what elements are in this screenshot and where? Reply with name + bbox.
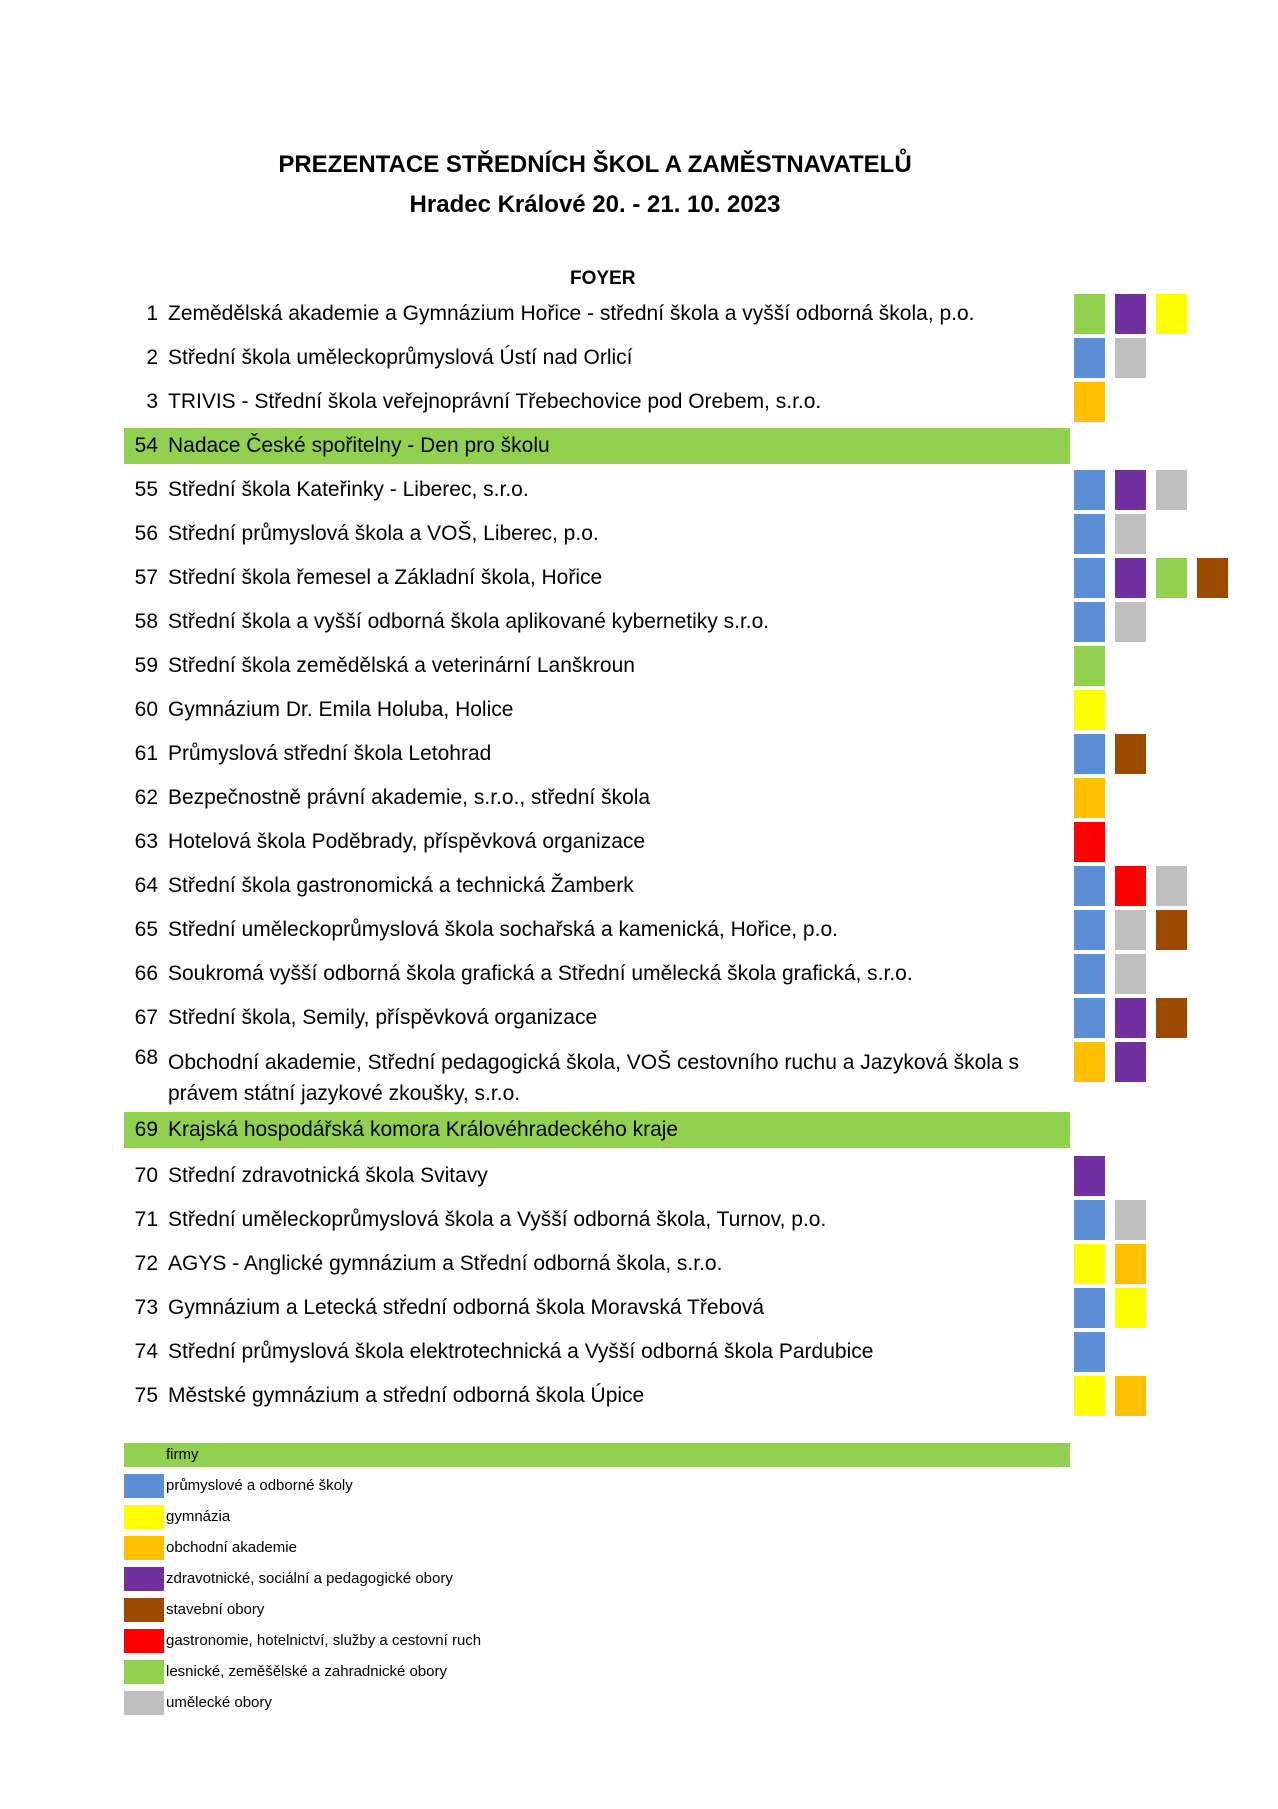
category-marker-prum bbox=[1074, 514, 1105, 554]
category-marker-umel bbox=[1156, 866, 1187, 906]
row-name: TRIVIS - Střední škola veřejnoprávní Třebechovice pod Orebem, s.r.o. bbox=[168, 390, 822, 413]
legend-label-firms: firmy bbox=[166, 1446, 199, 1463]
category-marker-lesn bbox=[1074, 294, 1105, 334]
row-name: Střední škola, Semily, příspěvková organizace bbox=[168, 1006, 598, 1029]
school-row bbox=[124, 514, 1070, 554]
row-name: Průmyslová střední škola Letohrad bbox=[168, 742, 492, 765]
row-name: Střední škola gastronomická a technická Žamberk bbox=[168, 874, 634, 897]
legend-label: gastronomie, hotelnictví, služby a cestovní ruch bbox=[166, 1632, 482, 1649]
row-number: 64 bbox=[134, 874, 158, 897]
category-marker-obch bbox=[1115, 1244, 1146, 1284]
legend-item-umel bbox=[124, 1691, 684, 1715]
row-name: Krajská hospodářská komora Královéhradeckého kraje bbox=[168, 1118, 679, 1141]
row-name: Střední škola řemesel a Základní škola, Hořice bbox=[168, 566, 603, 589]
school-row bbox=[124, 822, 1070, 862]
school-row bbox=[124, 646, 1070, 686]
legend-swatch bbox=[124, 1536, 164, 1560]
category-marker-obch bbox=[1115, 1376, 1146, 1416]
school-row bbox=[124, 910, 1070, 950]
row-number: 3 bbox=[146, 390, 158, 413]
row-name: Střední průmyslová škola elektrotechnická a Vyšší odborná škola Pardubice bbox=[168, 1340, 874, 1363]
legend-swatch bbox=[124, 1660, 164, 1684]
school-row bbox=[124, 998, 1070, 1038]
category-marker-prum bbox=[1074, 910, 1105, 950]
category-marker-gym bbox=[1156, 294, 1187, 334]
row-number: 69 bbox=[134, 1118, 158, 1141]
row-number: 68 bbox=[134, 1046, 158, 1069]
category-marker-stav bbox=[1156, 998, 1187, 1038]
school-row bbox=[124, 470, 1070, 510]
row-name: Střední škola uměleckoprůmyslová Ústí nad Orlicí bbox=[168, 346, 633, 369]
legend-swatch bbox=[124, 1567, 164, 1591]
legend-swatch bbox=[124, 1474, 164, 1498]
firm-row bbox=[124, 1112, 1070, 1148]
row-number: 56 bbox=[134, 522, 158, 545]
school-row bbox=[124, 954, 1070, 994]
row-name: Střední zdravotnická škola Svitavy bbox=[168, 1164, 488, 1187]
row-number: 54 bbox=[134, 434, 158, 457]
legend-swatch bbox=[124, 1691, 164, 1715]
category-marker-umel bbox=[1115, 910, 1146, 950]
legend-swatch bbox=[124, 1629, 164, 1653]
category-marker-gym bbox=[1074, 1376, 1105, 1416]
school-row bbox=[124, 558, 1070, 598]
school-row bbox=[124, 294, 1070, 334]
category-marker-umel bbox=[1115, 338, 1146, 378]
legend-item-obch bbox=[124, 1536, 684, 1560]
legend-item-stav bbox=[124, 1598, 684, 1622]
row-number: 74 bbox=[134, 1340, 158, 1363]
category-marker-stav bbox=[1197, 558, 1228, 598]
category-marker-gym bbox=[1115, 1288, 1146, 1328]
category-marker-prum bbox=[1074, 734, 1105, 774]
legend-label: umělecké obory bbox=[166, 1694, 272, 1711]
row-number: 73 bbox=[134, 1296, 158, 1319]
school-row bbox=[124, 602, 1070, 642]
row-name: Střední škola a vyšší odborná škola aplikované kybernetiky s.r.o. bbox=[168, 610, 770, 633]
legend-item-zdrav bbox=[124, 1567, 684, 1591]
category-marker-zdrav bbox=[1115, 294, 1146, 334]
category-marker-prum bbox=[1074, 866, 1105, 906]
category-marker-zdrav bbox=[1115, 998, 1146, 1038]
school-row bbox=[124, 778, 1070, 818]
row-name: Střední škola Kateřinky - Liberec, s.r.o. bbox=[168, 478, 529, 501]
row-number: 58 bbox=[134, 610, 158, 633]
category-marker-obch bbox=[1074, 382, 1105, 422]
row-name: Zemědělská akademie a Gymnázium Hořice - střední škola a vyšší odborná škola, p.o. bbox=[168, 302, 975, 325]
firm-row bbox=[124, 428, 1070, 464]
row-name: Bezpečnostně právní akademie, s.r.o., střední škola bbox=[168, 786, 651, 809]
category-marker-lesn bbox=[1156, 558, 1187, 598]
category-marker-umel bbox=[1115, 954, 1146, 994]
category-marker-prum bbox=[1074, 558, 1105, 598]
row-number: 63 bbox=[134, 830, 158, 853]
category-marker-prum bbox=[1074, 1288, 1105, 1328]
row-name: Střední uměleckoprůmyslová škola a Vyšší odborná škola, Turnov, p.o. bbox=[168, 1208, 827, 1231]
category-marker-prum bbox=[1074, 954, 1105, 994]
row-name: Střední uměleckoprůmyslová škola sochařská a kamenická, Hořice, p.o. bbox=[168, 918, 838, 941]
category-marker-prum bbox=[1074, 1200, 1105, 1240]
category-marker-umel bbox=[1156, 470, 1187, 510]
school-row bbox=[124, 1244, 1070, 1284]
legend-swatch bbox=[124, 1598, 164, 1622]
row-name: Soukromá vyšší odborná škola grafická a Střední umělecká škola grafická, s.r.o. bbox=[168, 962, 913, 985]
legend-label: gymnázia bbox=[166, 1508, 231, 1525]
row-name: Městské gymnázium a střední odborná škola Úpice bbox=[168, 1384, 645, 1407]
category-marker-lesn bbox=[1074, 646, 1105, 686]
row-name: Obchodní akademie, Střední pedagogická škola, VOŠ cestovního ruchu a Jazyková škola s právem státní jazykové zkoušky, s.r.o. bbox=[168, 1051, 1019, 1105]
category-marker-gastro bbox=[1074, 822, 1105, 862]
row-number: 75 bbox=[134, 1384, 158, 1407]
row-name: Gymnázium Dr. Emila Holuba, Holice bbox=[168, 698, 514, 721]
category-marker-zdrav bbox=[1115, 558, 1146, 598]
row-name: AGYS - Anglické gymnázium a Střední odborná škola, s.r.o. bbox=[168, 1252, 723, 1275]
school-row bbox=[124, 1332, 1070, 1372]
school-row bbox=[124, 690, 1070, 730]
category-marker-obch bbox=[1074, 1042, 1105, 1082]
category-marker-umel bbox=[1115, 514, 1146, 554]
row-number: 66 bbox=[134, 962, 158, 985]
school-row bbox=[124, 1288, 1070, 1328]
category-marker-prum bbox=[1074, 1332, 1105, 1372]
legend-item-gastro bbox=[124, 1629, 684, 1653]
legend-label: stavební obory bbox=[166, 1601, 265, 1618]
row-name: Střední průmyslová škola a VOŠ, Liberec, p.o. bbox=[168, 522, 599, 545]
category-marker-gym bbox=[1074, 1244, 1105, 1284]
legend-item-lesn bbox=[124, 1660, 684, 1684]
row-number: 65 bbox=[134, 918, 158, 941]
category-marker-zdrav bbox=[1115, 1042, 1146, 1082]
school-row bbox=[124, 1156, 1070, 1196]
legend-label: zdravotnické, sociální a pedagogické obory bbox=[166, 1570, 453, 1587]
school-row bbox=[124, 1376, 1070, 1416]
legend-label: obchodní akademie bbox=[166, 1539, 297, 1556]
category-marker-stav bbox=[1156, 910, 1187, 950]
category-marker-umel bbox=[1115, 602, 1146, 642]
row-number: 57 bbox=[134, 566, 158, 589]
row-number: 70 bbox=[134, 1164, 158, 1187]
page-subtitle: Hradec Králové 20. - 21. 10. 2023 bbox=[409, 191, 781, 218]
category-marker-zdrav bbox=[1115, 470, 1146, 510]
row-name: Nadace České spořitelny - Den pro školu bbox=[168, 434, 550, 457]
category-marker-gastro bbox=[1115, 866, 1146, 906]
category-marker-zdrav bbox=[1074, 1156, 1105, 1196]
category-marker-prum bbox=[1074, 338, 1105, 378]
row-number: 61 bbox=[134, 742, 158, 765]
school-row bbox=[124, 734, 1070, 774]
school-row bbox=[124, 866, 1070, 906]
school-row bbox=[124, 338, 1070, 378]
row-number: 72 bbox=[134, 1252, 158, 1275]
category-marker-obch bbox=[1074, 778, 1105, 818]
row-name: Gymnázium a Letecká střední odborná škola Moravská Třebová bbox=[168, 1296, 765, 1319]
row-number: 59 bbox=[134, 654, 158, 677]
row-number: 1 bbox=[146, 302, 158, 325]
row-number: 2 bbox=[146, 346, 158, 369]
row-number: 71 bbox=[134, 1208, 158, 1231]
row-number: 62 bbox=[134, 786, 158, 809]
category-marker-stav bbox=[1115, 734, 1146, 774]
category-marker-umel bbox=[1115, 1200, 1146, 1240]
section-heading: FOYER bbox=[570, 268, 636, 289]
row-name: Střední škola zemědělská a veterinární Lanškroun bbox=[168, 654, 635, 677]
legend-swatch bbox=[124, 1505, 164, 1529]
category-marker-prum bbox=[1074, 998, 1105, 1038]
page-title: PREZENTACE STŘEDNÍCH ŠKOL A ZAMĚSTNAVATELŮ bbox=[278, 151, 912, 178]
row-number: 60 bbox=[134, 698, 158, 721]
legend-label: lesnické, zeměšělské a zahradnické obory bbox=[166, 1663, 447, 1680]
row-name: Hotelová škola Poděbrady, příspěvková organizace bbox=[168, 830, 646, 853]
category-marker-prum bbox=[1074, 602, 1105, 642]
legend-item-prum bbox=[124, 1474, 684, 1498]
school-row bbox=[124, 1200, 1070, 1240]
legend-item-firms bbox=[124, 1443, 1070, 1467]
row-number: 67 bbox=[134, 1006, 158, 1029]
legend-item-gym bbox=[124, 1505, 684, 1529]
category-marker-gym bbox=[1074, 690, 1105, 730]
category-marker-prum bbox=[1074, 470, 1105, 510]
school-row bbox=[124, 382, 1070, 422]
school-row bbox=[124, 1042, 1070, 1108]
legend-label: průmyslové a odborné školy bbox=[166, 1477, 353, 1494]
row-number: 55 bbox=[134, 478, 158, 501]
